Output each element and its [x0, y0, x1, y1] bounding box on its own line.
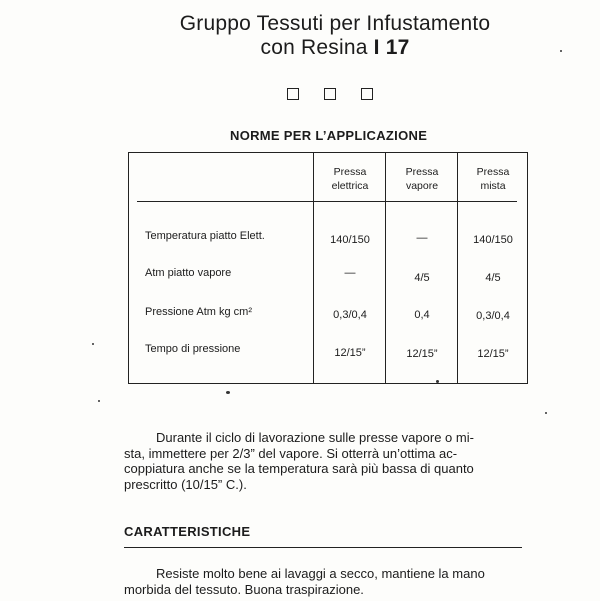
document-title-line2: [150, 36, 520, 60]
title-prefix: con Resina: [260, 36, 368, 59]
table-cell: 0,4: [414, 309, 430, 321]
table-divider: [313, 153, 314, 383]
empty-box-1: [287, 88, 299, 100]
scan-speck: [92, 343, 94, 345]
row-label: Pressione Atm kg cm²: [145, 306, 252, 318]
table-divider: [385, 153, 386, 383]
column-header-mista: Pressa mista: [476, 166, 510, 192]
scan-speck: [226, 391, 230, 394]
row-label: Tempo di pressione: [145, 343, 241, 355]
table-cell: —: [416, 232, 428, 244]
table-cell: 140/150: [330, 234, 370, 246]
column-header-elettrica: Pressa elettrica: [331, 166, 369, 192]
paragraph-line: morbida del tessuto. Buona traspirazione.: [124, 581, 364, 597]
paragraph-line: Resiste molto bene ai lavaggi a secco, mantiene la mano: [156, 566, 485, 581]
usage-paragraph: [124, 430, 534, 492]
scan-speck: [560, 50, 562, 52]
table-cell: 0,3/0,4: [333, 309, 367, 321]
table-header-rule: [137, 201, 517, 202]
table-cell: —: [344, 267, 356, 279]
column-header-vapore: Pressa vapore: [405, 166, 439, 192]
table-cell: 12/15”: [406, 348, 438, 360]
application-table: [128, 152, 528, 384]
document-title-line1: Gruppo Tessuti per Infustamento: [179, 12, 491, 35]
table-divider: [457, 153, 458, 383]
paragraph-line: sta, immettere per 2/3” del vapore. Si otterrà un’ottima ac-: [124, 445, 458, 461]
section-rule: [124, 547, 522, 548]
scan-speck: [98, 400, 100, 402]
caratteristiche-title: CARATTERISTICHE: [124, 524, 251, 539]
paragraph-line: Durante il ciclo di lavorazione sulle presse vapore o mi-: [156, 430, 474, 445]
table-cell: 4/5: [414, 272, 430, 284]
table-cell: 140/150: [473, 234, 513, 246]
empty-box-3: [361, 88, 373, 100]
table-cell: 12/15”: [477, 348, 509, 360]
product-code: I 17: [373, 36, 410, 59]
table-cell: 0,3/0,4: [476, 310, 510, 322]
scan-speck: [436, 380, 439, 383]
table-cell: 4/5: [485, 272, 501, 284]
norme-section-title: NORME PER L’APPLICAZIONE: [230, 128, 428, 143]
checkbox-group: [287, 88, 373, 100]
empty-box-2: [324, 88, 336, 100]
paragraph-line: prescritto (10/15” C.).: [124, 476, 247, 492]
row-label: Atm piatto vapore: [145, 267, 232, 279]
row-label: Temperatura piatto Elett.: [145, 230, 265, 242]
paragraph-line: coppiatura anche se la temperatura sarà più bassa di quanto: [124, 461, 474, 476]
scan-speck: [545, 412, 547, 414]
caratteristiche-paragraph: [124, 566, 534, 597]
table-cell: 12/15”: [334, 347, 366, 359]
